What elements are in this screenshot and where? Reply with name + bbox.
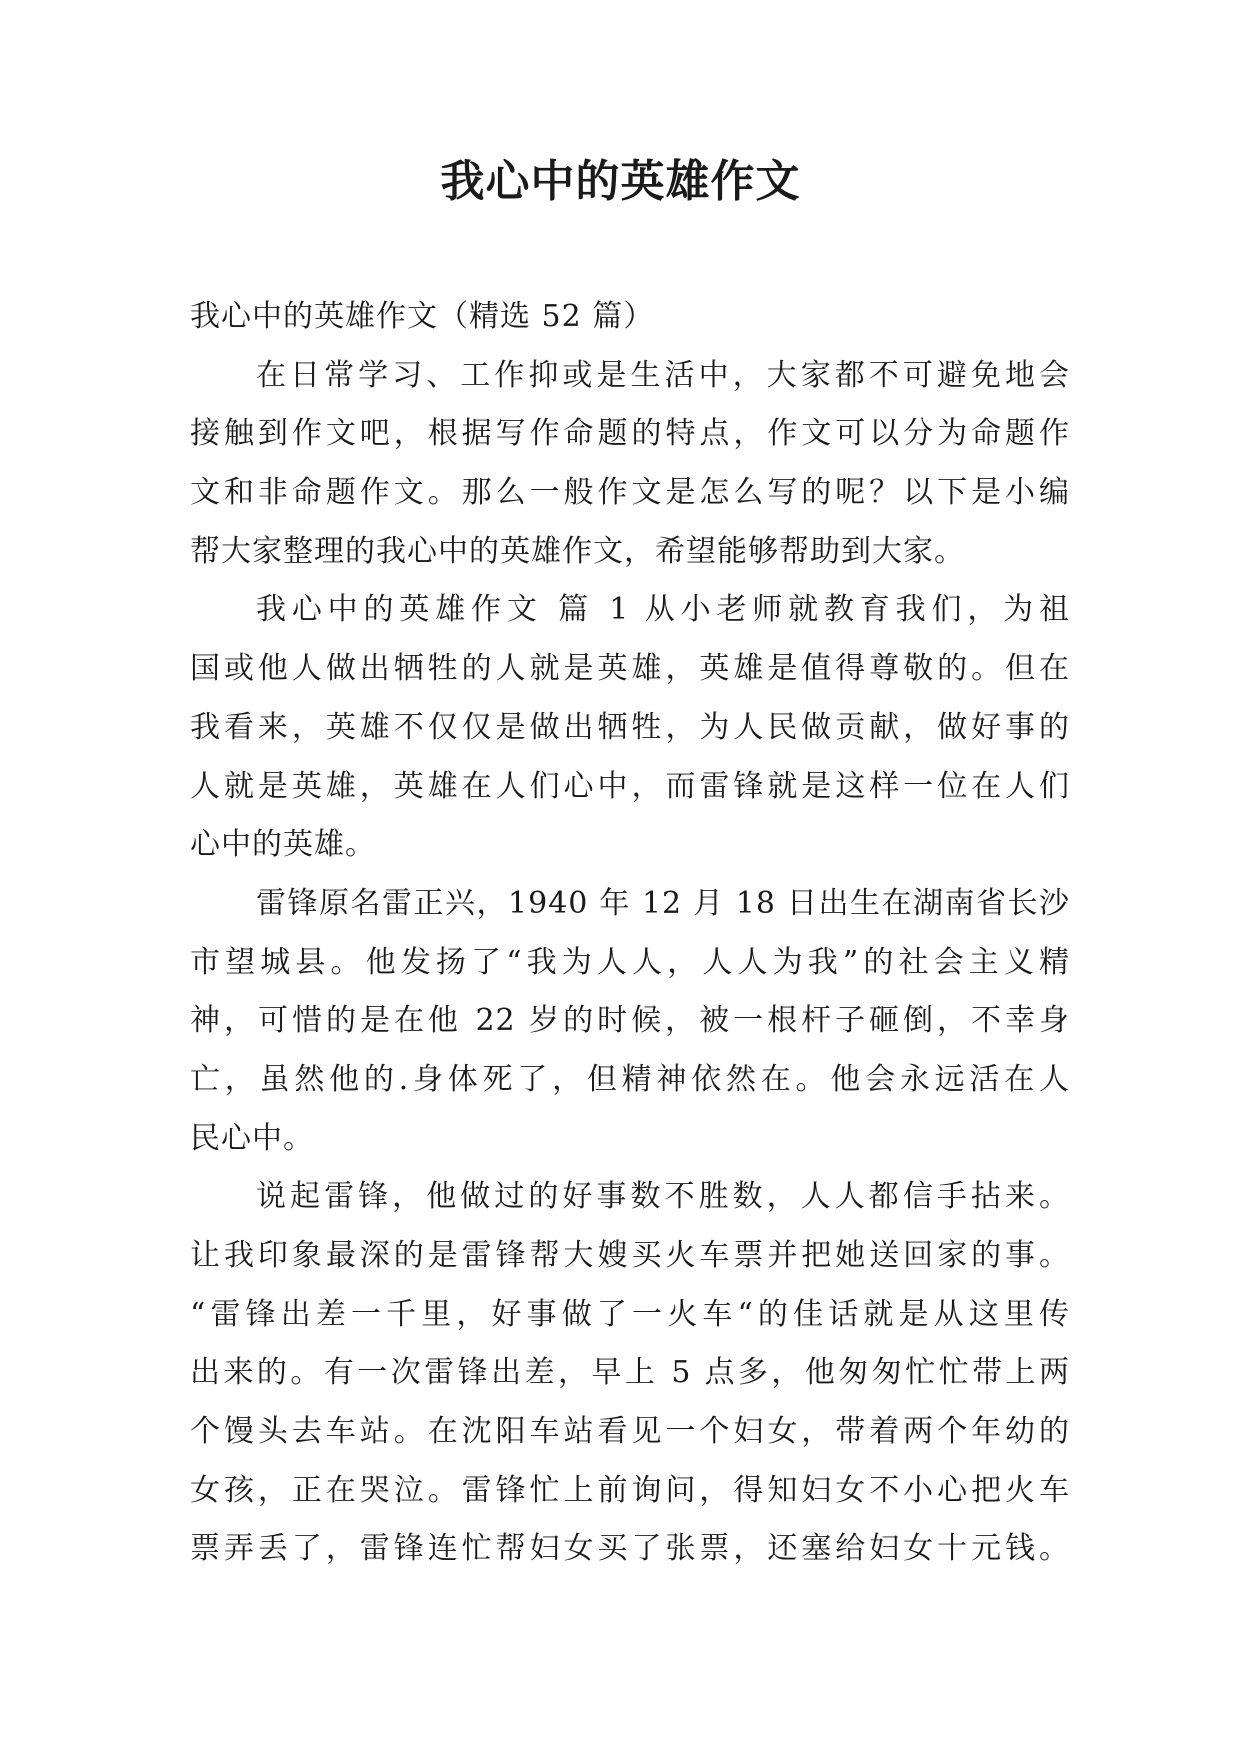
text-line: 国或他人做出牺牲的人就是英雄，英雄是值得尊敬的。但在 <box>190 651 1070 687</box>
text-line: 心中的英雄。 <box>190 827 376 863</box>
text-line: 我心中的英雄作文（精选 52 篇） <box>190 299 655 334</box>
text-line: 亡，虽然他的.身体死了，但精神依然在。他会永远活在人 <box>190 1061 1070 1097</box>
text-line: 我看来，英雄不仅仅是做出牺牲，为人民做贡献，做好事的 <box>190 709 1070 745</box>
text-line: 接触到作文吧，根据写作命题的特点，作文可以分为命题作 <box>190 416 1070 452</box>
text-line: 我心中的英雄作文 篇 1 从小老师就教育我们，为祖 <box>256 592 1070 628</box>
text-line: 雷锋原名雷正兴，1940 年 12 月 18 日出生在湖南省长沙 <box>256 885 1070 921</box>
text-line: 出来的。有一次雷锋出差，早上 5 点多，他匆匆忙忙带上两 <box>190 1355 1070 1391</box>
text-line: 文和非命题作文。那么一般作文是怎么写的呢？以下是小编 <box>190 475 1070 511</box>
text-line: 民心中。 <box>190 1120 314 1156</box>
text-line: 帮大家整理的我心中的英雄作文，希望能够帮助到大家。 <box>190 533 965 569</box>
text-line: 票弄丢了，雷锋连忙帮妇女买了张票，还塞给妇女十元钱。 <box>190 1531 1070 1567</box>
text-line: 市望城县。他发扬了“我为人人，人人为我”的社会主义精 <box>190 944 1070 980</box>
text-line: 人就是英雄，英雄在人们心中，而雷锋就是这样一位在人们 <box>190 768 1070 804</box>
text-line: “雷锋出差一千里，好事做了一火车“的佳话就是从这里传 <box>190 1296 1070 1332</box>
text-line: 女孩，正在哭泣。雷锋忙上前询问，得知妇女不小心把火车 <box>190 1472 1070 1508</box>
text-line: 在日常学习、工作抑或是生活中，大家都不可避免地会 <box>256 357 1070 393</box>
text-line: 说起雷锋，他做过的好事数不胜数，人人都信手拈来。 <box>256 1179 1070 1215</box>
text-line: 让我印象最深的是雷锋帮大嫂买火车票并把她送回家的事。 <box>190 1238 1070 1273</box>
text-line: 个馒头去车站。在沈阳车站看见一个妇女，带着两个年幼的 <box>190 1414 1070 1450</box>
document-title: 我心中的英雄作文 <box>440 156 801 207</box>
text-line: 神，可惜的是在他 22 岁的时候，被一根杆子砸倒，不幸身 <box>190 1003 1070 1039</box>
document-body <box>190 288 1070 1579</box>
